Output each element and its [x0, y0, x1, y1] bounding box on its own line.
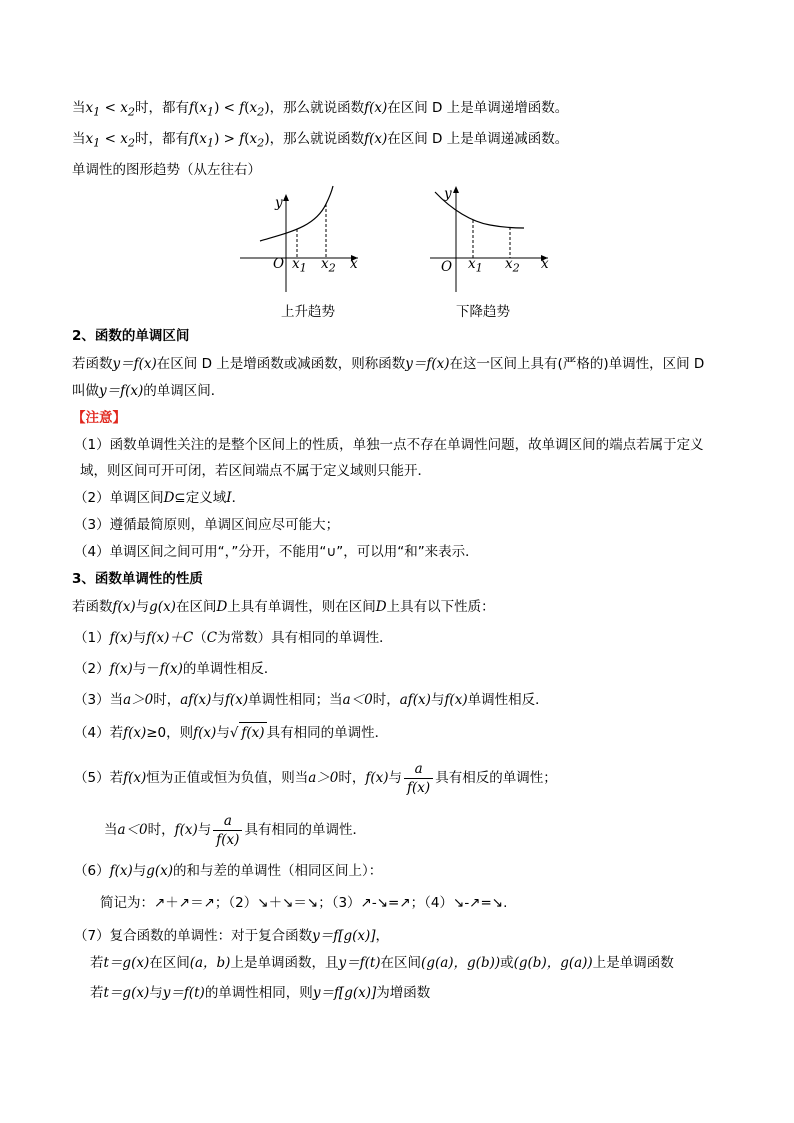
rising-x2-label [321, 256, 336, 275]
text: 的和与差的单调性（相同区间上）： [173, 863, 383, 879]
inequality-fx1-gt-fx2: $f(x_1) > f(x_2)$ [188, 131, 270, 150]
fx: f(x) [109, 661, 133, 677]
text: 与 [430, 692, 445, 708]
text: ， [375, 928, 390, 944]
text: （4）若 [74, 725, 124, 741]
fx: f(x) [123, 725, 147, 741]
denominator: f(x) [216, 831, 240, 848]
afx: af(x) [180, 692, 212, 708]
falling-x-label: x [541, 256, 549, 272]
text: 在区间 D 上是增函数或减函数，则称函数 [156, 356, 406, 372]
property-5 [74, 758, 557, 798]
property-5b [104, 810, 366, 850]
y-axis-arrow [453, 186, 459, 193]
text: 与 [135, 599, 150, 615]
rising-caption: 上升趋势 [281, 304, 335, 320]
x2-sub: 2 [328, 261, 336, 275]
note-4: （4）单调区间之间可用“，”分开，不能用“∪”，可以用“和”来表示． [74, 544, 479, 560]
text: 或 [500, 955, 514, 971]
trend-title: 单调性的图形趋势（从左往右） [72, 162, 261, 178]
rising-curve [260, 186, 333, 241]
text: 上是单调函数，且 [230, 955, 339, 971]
condition-x1-lt-x2: $x_1 < x_2$ [85, 131, 135, 150]
fx: f(x) [174, 822, 198, 838]
text: 具有相同的单调性． [244, 822, 366, 838]
property-1 [74, 628, 393, 648]
property-7 [74, 926, 389, 946]
text: ，那么就说函数 [269, 100, 365, 116]
x1-base: x [468, 256, 476, 272]
fx: f(x) [123, 770, 147, 786]
text: 与 [149, 985, 163, 1001]
text: 为增函数 [376, 985, 431, 1001]
numerator: a [404, 760, 433, 779]
fraction-a-over-fx [213, 812, 242, 849]
fx: f(x) [364, 131, 388, 147]
text: （6） [74, 863, 110, 879]
math-d: D [216, 599, 228, 615]
note-1-line2: 域，则区间可开可闭，若区间端点不属于定义域则只能开． [80, 463, 431, 479]
text: （2） [74, 661, 110, 677]
falling-y-label: y [444, 186, 452, 202]
text: 若 [90, 985, 104, 1001]
interval-gb-ga: (g(b)，g(a)) [513, 955, 593, 971]
text: 与 [197, 822, 212, 838]
note-3: （3）遵循最简原则，单调区间应尽可能大； [74, 517, 340, 533]
t-eq-gx: t＝g(x) [103, 985, 150, 1001]
text: 与－ [132, 661, 160, 677]
x1-base: x [292, 256, 300, 272]
property-3 [74, 690, 549, 710]
y-axis-arrow [283, 194, 289, 201]
text: ≥0，则 [146, 725, 194, 741]
x2-base: x [505, 256, 513, 272]
text: 的单调性相同，则 [204, 985, 313, 1001]
text: 时，都有 [134, 100, 189, 116]
fx-plus-c: f(x)＋C [146, 630, 194, 646]
text: （3）当 [74, 692, 124, 708]
inequality-fx1-lt-fx2: $f(x_1) < f(x_2)$ [188, 100, 270, 119]
text: 叫做 [72, 383, 99, 399]
interval-ab: (a，b) [189, 955, 231, 971]
fx: f(x) [364, 100, 388, 116]
condition: a＞0 [308, 770, 339, 786]
text: 与 [388, 770, 403, 786]
falling-origin-label: O [441, 259, 453, 275]
math-c: C [206, 630, 218, 646]
text: 在这一区间上具有(严格的)单调性，区间 D [449, 356, 705, 372]
intro-line-decreasing [72, 129, 568, 154]
text: 上具有单调性，则在区间 [227, 599, 376, 615]
text: 与 [132, 863, 147, 879]
text: 时， [153, 692, 181, 708]
text: 单调性相同；当 [248, 692, 343, 708]
t-eq-gx: t＝g(x) [103, 955, 150, 971]
property-4 [74, 722, 388, 743]
text: 时， [147, 822, 175, 838]
text: 在区间 D 上是单调递减函数。 [387, 131, 569, 147]
text: ⊆定义域 [174, 490, 227, 506]
sqrt-sign: √ [229, 725, 239, 741]
text: 与 [216, 725, 230, 741]
text: 与 [132, 630, 147, 646]
text: （7）复合函数的单调性：对于复合函数 [74, 928, 313, 944]
math-d: D [163, 490, 175, 506]
text: 的单调区间． [143, 383, 225, 399]
rising-graph [240, 186, 358, 292]
text: 具有相同的单调性． [266, 725, 389, 741]
text: 上是单调函数 [592, 955, 674, 971]
fx: y＝f(x) [112, 356, 157, 372]
text: （ [193, 630, 207, 646]
text: 上具有以下性质： [386, 599, 495, 615]
fx: f(x) [193, 725, 217, 741]
rising-y-label: y [275, 195, 283, 211]
afx: af(x) [399, 692, 431, 708]
math-i: I [226, 490, 232, 506]
text: 恒为正值或恒为负值，则当 [146, 770, 309, 786]
condition: a＞0 [123, 692, 154, 708]
fx: f(x) [109, 630, 133, 646]
text: 若函数 [72, 356, 113, 372]
text: （1） [74, 630, 110, 646]
x2-base: x [321, 256, 329, 272]
text: 为常数）具有相同的单调性． [217, 630, 393, 646]
text: （5）若 [74, 770, 124, 786]
fx: y＝f(x) [405, 356, 450, 372]
property-7-line2 [90, 953, 674, 973]
note-title: 【注意】 [72, 410, 126, 426]
interval-ga-gb: (g(a)，g(b)) [421, 955, 501, 971]
section2-heading: 2、函数的单调区间 [72, 328, 190, 344]
x2-sub: 2 [512, 261, 520, 275]
text: 在区间 D 上是单调递增函数。 [387, 100, 569, 116]
numerator: a [213, 812, 242, 831]
text: 若 [90, 955, 104, 971]
y-eq-ft: y＝f(t) [338, 955, 381, 971]
y-eq-ft: y＝f(t) [162, 985, 205, 1001]
intro-line-increasing [72, 98, 568, 123]
text: ． [231, 490, 246, 506]
falling-x1-label [468, 256, 483, 275]
condition-x1-lt-x2: $x_1 < x_2$ [85, 100, 135, 119]
gx: g(x) [146, 863, 174, 879]
text: 当 [72, 100, 86, 116]
fraction-a-over-fx [404, 760, 433, 797]
text: 的单调性相反． [182, 661, 278, 677]
condition: a＜0 [342, 692, 373, 708]
section2-para-line2 [72, 381, 224, 401]
math-d: D [375, 599, 387, 615]
text: 在区间 [380, 955, 422, 971]
text: 当 [72, 131, 86, 147]
sqrt-fx: f(x) [239, 722, 266, 743]
composite-function: y＝f[g(x)] [312, 928, 376, 944]
text: （2）单调区间 [74, 490, 164, 506]
text: 具有相反的单调性； [435, 770, 557, 786]
falling-x2-label [505, 256, 520, 275]
text: 在区间 [149, 955, 190, 971]
fx: f(x) [365, 770, 389, 786]
property-7-line3 [90, 983, 430, 1003]
property-6-summary: 简记为：↗＋↗＝↗；（2）↘＋↘＝↘；（3）↗-↘=↗；（4）↘-↗=↘. [100, 895, 508, 911]
fx: f(x) [109, 863, 133, 879]
text: 时， [372, 692, 400, 708]
text: 当 [104, 822, 118, 838]
property-2 [74, 659, 277, 679]
x1-sub: 1 [299, 261, 307, 275]
fx: y＝f(x) [99, 383, 144, 399]
denominator: f(x) [407, 779, 431, 796]
text: 单调性相反． [467, 692, 549, 708]
text: ，那么就说函数 [269, 131, 365, 147]
falling-caption: 下降趋势 [456, 304, 510, 320]
text: 与 [211, 692, 225, 708]
fx: f(x) [444, 692, 468, 708]
condition: a＜0 [117, 822, 148, 838]
section3-intro [72, 597, 495, 617]
text: 时，都有 [134, 131, 189, 147]
fx: f(x) [159, 661, 183, 677]
section2-para-line1 [72, 354, 704, 374]
rising-x1-label [292, 256, 307, 275]
rising-x-label: x [350, 256, 358, 272]
fx: f(x) [112, 599, 136, 615]
x1-sub: 1 [475, 261, 483, 275]
text: 在区间 [175, 599, 217, 615]
composite-function: y＝f[g(x)] [312, 985, 377, 1001]
note-1-line1: （1）函数单调性关注的是整个区间上的性质，单独一点不存在单调性问题，故单调区间的端点若属于定义 [74, 437, 704, 453]
text: 若函数 [72, 599, 113, 615]
rising-origin-label: O [273, 256, 285, 272]
text: 时， [338, 770, 366, 786]
gx: g(x) [149, 599, 176, 615]
section3-heading: 3、函数单调性的性质 [72, 571, 203, 587]
fx: f(x) [224, 692, 249, 708]
property-6 [74, 861, 382, 881]
note-2 [74, 488, 245, 508]
